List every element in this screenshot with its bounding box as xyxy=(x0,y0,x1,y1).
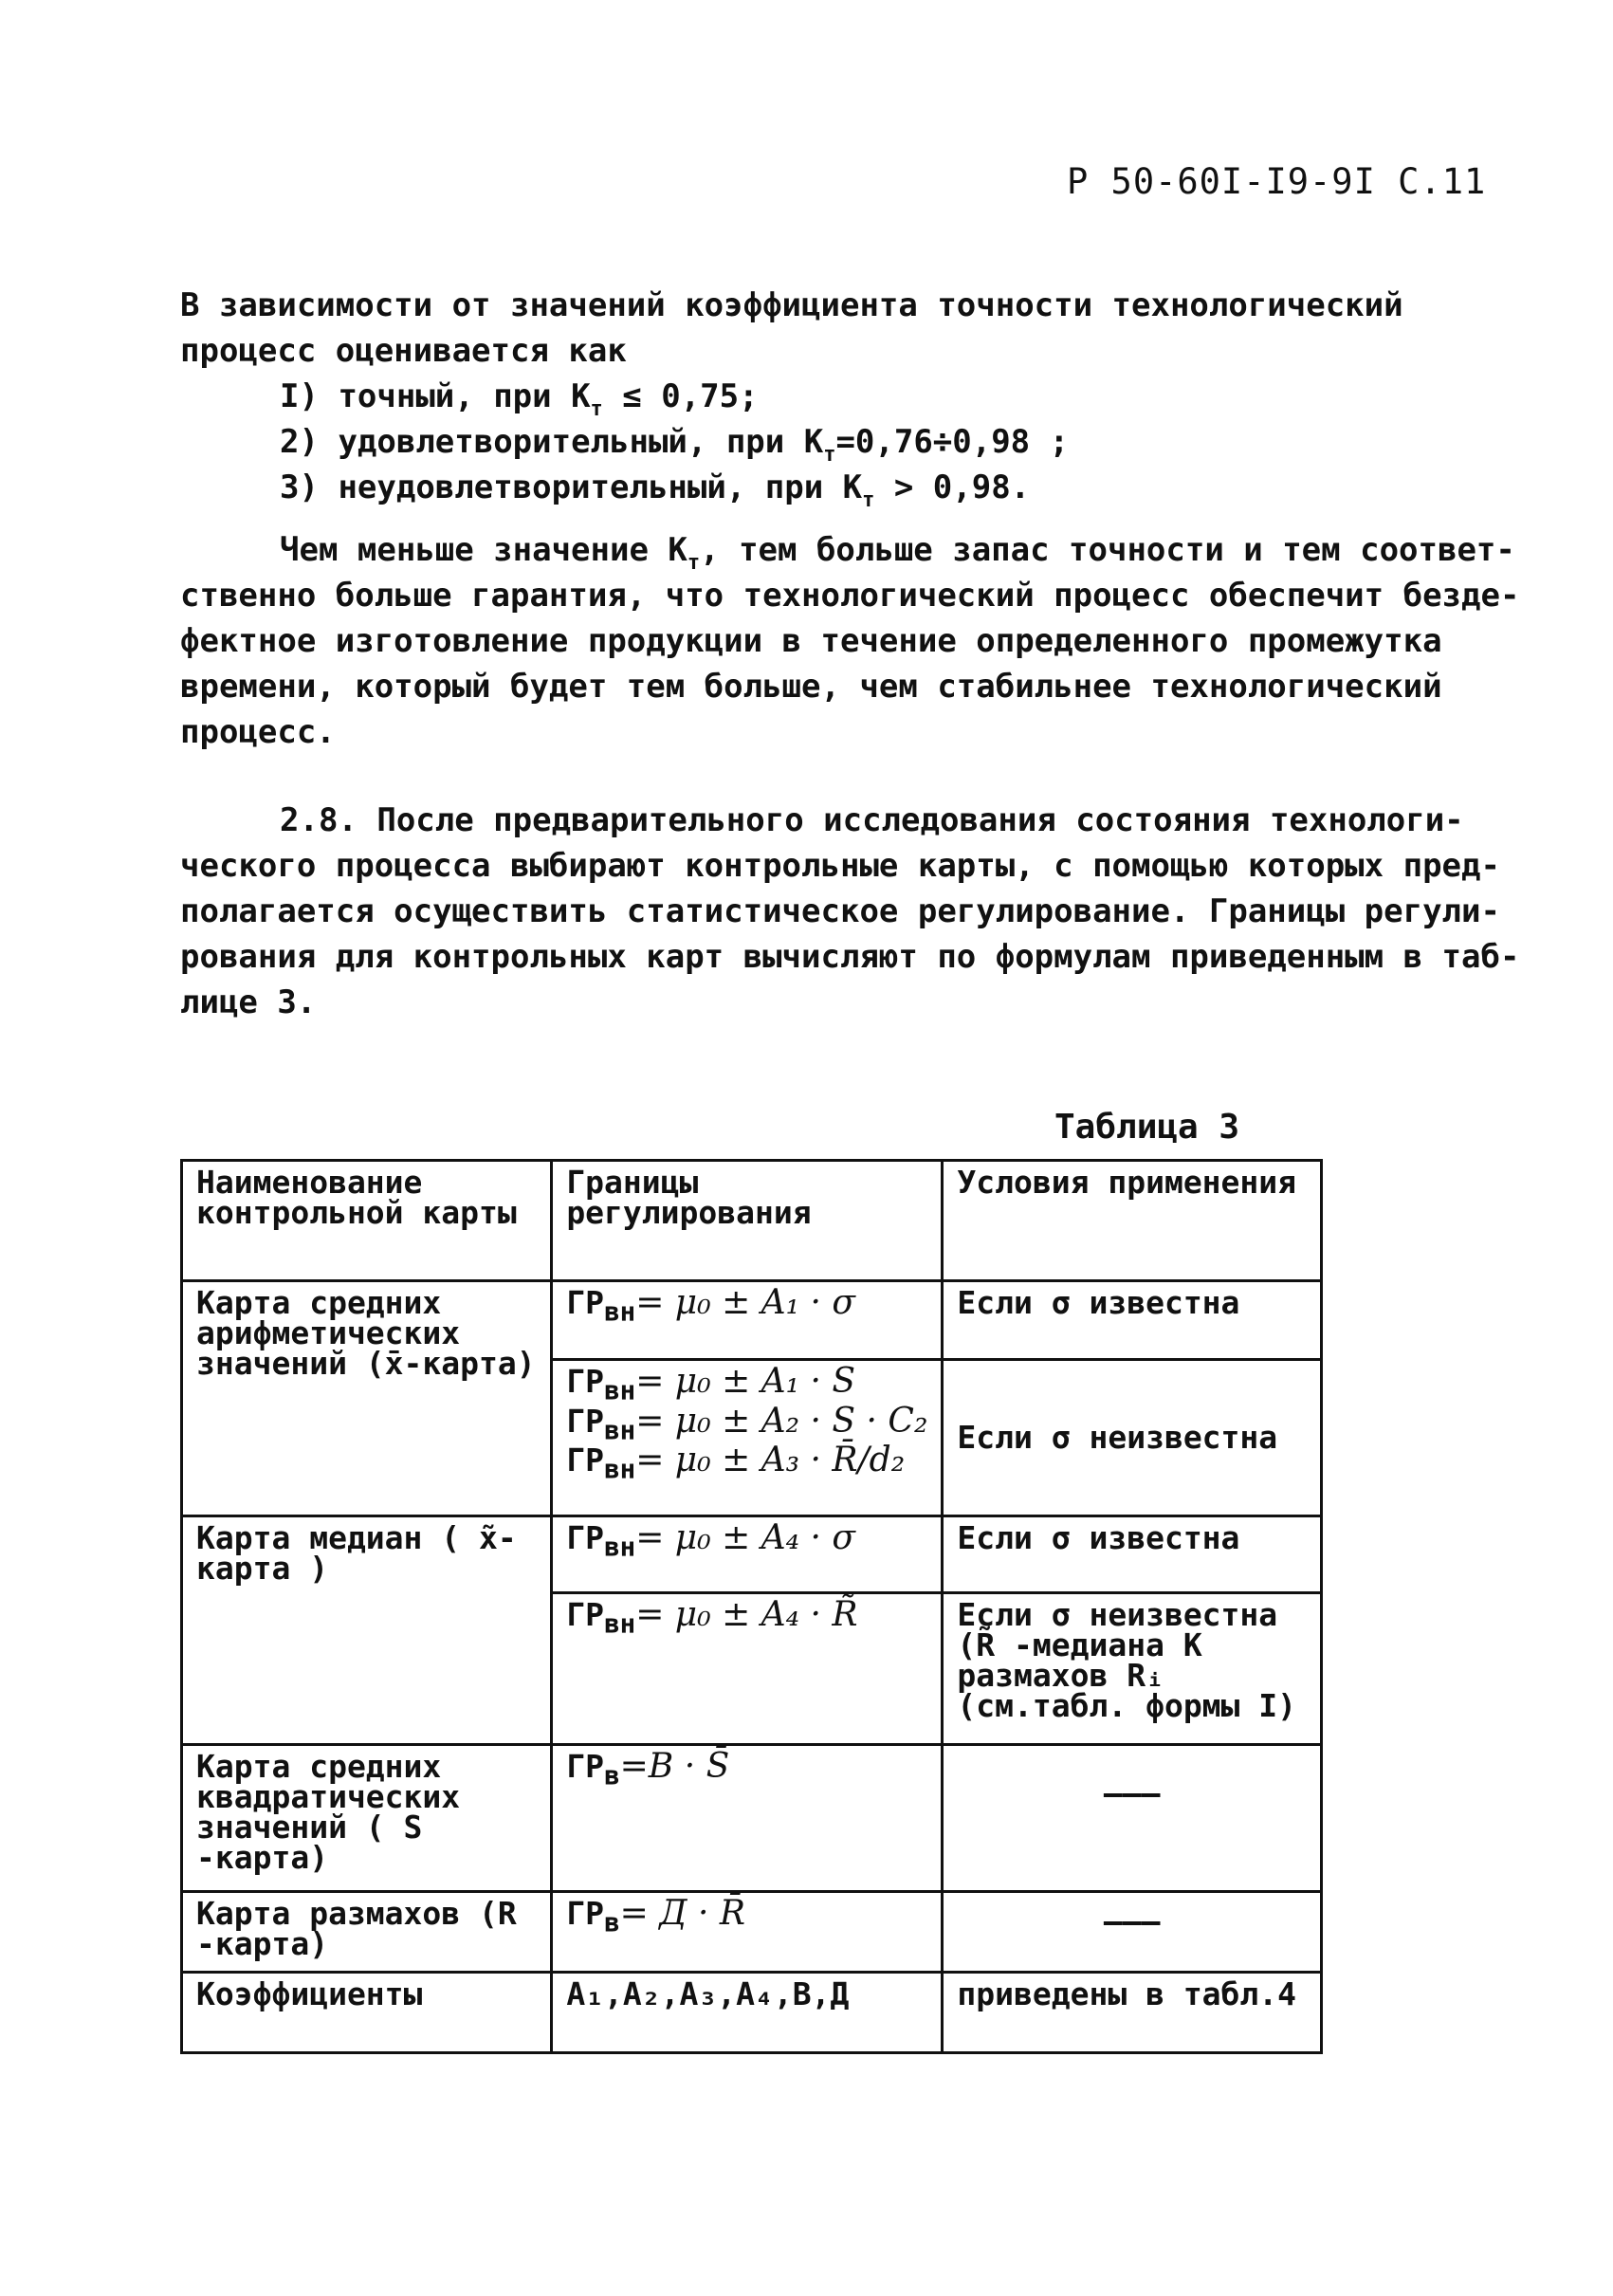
para3-line-4: рования для контрольных карт вычисляют по формулам приведенным в таб- xyxy=(180,938,1520,976)
table-header-row xyxy=(182,1161,1322,1281)
coefficients-label: Коэффициенты xyxy=(182,1973,552,2053)
table-row xyxy=(182,1973,1322,2053)
list-item-condition: ≤ 0,75; xyxy=(622,377,759,415)
para3-line-5: лице 3. xyxy=(180,983,317,1021)
para2-line-1 xyxy=(280,531,1515,575)
limit-formula: $ГР_{вн}= \mu_0 \pm A_4$ · R̃ xyxy=(552,1593,943,1745)
table-row xyxy=(182,1892,1322,1973)
limit-formula: $ГР_в=B$ · S̄ xyxy=(552,1745,943,1892)
limit-formula: $ГР_{вн}= \mu_0 \pm A_4 \cdot \sigma$ xyxy=(552,1516,943,1593)
condition-cell: ——— xyxy=(943,1892,1322,1973)
chart-name-s: Карта средних квадратических значений ( S -карта) xyxy=(182,1745,552,1892)
control-limits-table xyxy=(180,1159,1323,2054)
intro-line-2: процесс оценивается как xyxy=(180,332,627,370)
limit-formula: $ГР_{вн}= \mu_0 \pm A_1 \cdot S$ $ГР_{вн}= \mu_0 \pm A_2 \cdot S \cdot C_2$ $ГР_{вн}= \mu_0 \pm A_3$ · R̄/d₂ xyxy=(552,1360,943,1516)
page-header: Р 50-60I-I9-9I С.11 xyxy=(1067,161,1487,202)
table-row xyxy=(182,1745,1322,1892)
chart-name-xbar: Карта средних арифметических значений (x̄-карта) xyxy=(182,1281,552,1516)
para2-line-2: ственно больше гарантия, что технологический процесс обеспечит безде- xyxy=(180,577,1520,615)
condition-cell: ——— xyxy=(943,1745,1322,1892)
table-row xyxy=(182,1281,1322,1360)
list-item-subscript: т xyxy=(862,488,875,512)
para3-line-1: 2.8. После предварительного исследования состояния технологи- xyxy=(280,801,1464,839)
condition-cell: Если σ известна xyxy=(943,1516,1322,1593)
para2-line-4: времени, который будет тем больше, чем стабильнее технологический xyxy=(180,668,1442,706)
chart-name-range: Карта размахов (R -карта) xyxy=(182,1892,552,1973)
para2-line-5: процесс. xyxy=(180,713,336,751)
coefficients-list: A₁,A₂,A₃,A₄,B,Д xyxy=(552,1973,943,2053)
intro-line-1: В зависимости от значений коэффициента точности технологический xyxy=(180,286,1403,324)
list-item-text: удовлетворительный, при К xyxy=(338,423,824,461)
list-item-number: 2) xyxy=(280,423,319,461)
list-item-text: неудовлетворительный, при К xyxy=(338,468,863,506)
para2-text-b: , тем больше запас точности и тем соответ- xyxy=(700,531,1515,569)
list-item-3 xyxy=(280,468,1030,512)
table-row xyxy=(182,1516,1322,1593)
list-item-condition: > 0,98. xyxy=(893,468,1031,506)
list-item-subscript: т xyxy=(590,397,603,421)
para2-text-a: Чем меньше значение К xyxy=(280,531,687,569)
header-control-limits: Границы регулирования xyxy=(552,1161,943,1281)
para2-line-3: фектное изготовление продукции в течение определенного промежутка xyxy=(180,622,1442,660)
para3-line-2: ческого процесса выбирают контрольные карты, с помощью которых пред- xyxy=(180,847,1500,885)
list-item-text: точный, при К xyxy=(338,377,591,415)
list-item-subscript: т xyxy=(823,443,836,467)
header-chart-name: Наименование контрольной карты xyxy=(182,1161,552,1281)
list-item-1 xyxy=(280,377,759,421)
limit-formula: $ГР_в= Д$ · R̄ xyxy=(552,1892,943,1973)
para2-subscript: т xyxy=(687,551,701,575)
para3-line-3: полагается осуществить статистическое регулирование. Границы регули- xyxy=(180,892,1500,930)
condition-cell: Если σ неизвестна xyxy=(943,1360,1322,1516)
condition-cell: Если σ неизвестна (R̃ -медиана К размахов Rᵢ (см.табл. формы I) xyxy=(943,1593,1322,1745)
list-item-condition: =0,76÷0,98 ; xyxy=(835,423,1070,461)
list-item-number: I) xyxy=(280,377,319,415)
table-caption: Таблица 3 xyxy=(1054,1108,1240,1147)
coefficients-reference: приведены в табл.4 xyxy=(943,1973,1322,2053)
limit-formula: $ГР_{вн}= \mu_0 \pm A_1 \cdot \sigma$ xyxy=(552,1281,943,1360)
list-item-number: 3) xyxy=(280,468,319,506)
chart-name-median: Карта медиан ( x̃-карта ) xyxy=(182,1516,552,1745)
list-item-2 xyxy=(280,423,1069,467)
header-conditions: Условия применения xyxy=(943,1161,1322,1281)
condition-cell: Если σ известна xyxy=(943,1281,1322,1360)
